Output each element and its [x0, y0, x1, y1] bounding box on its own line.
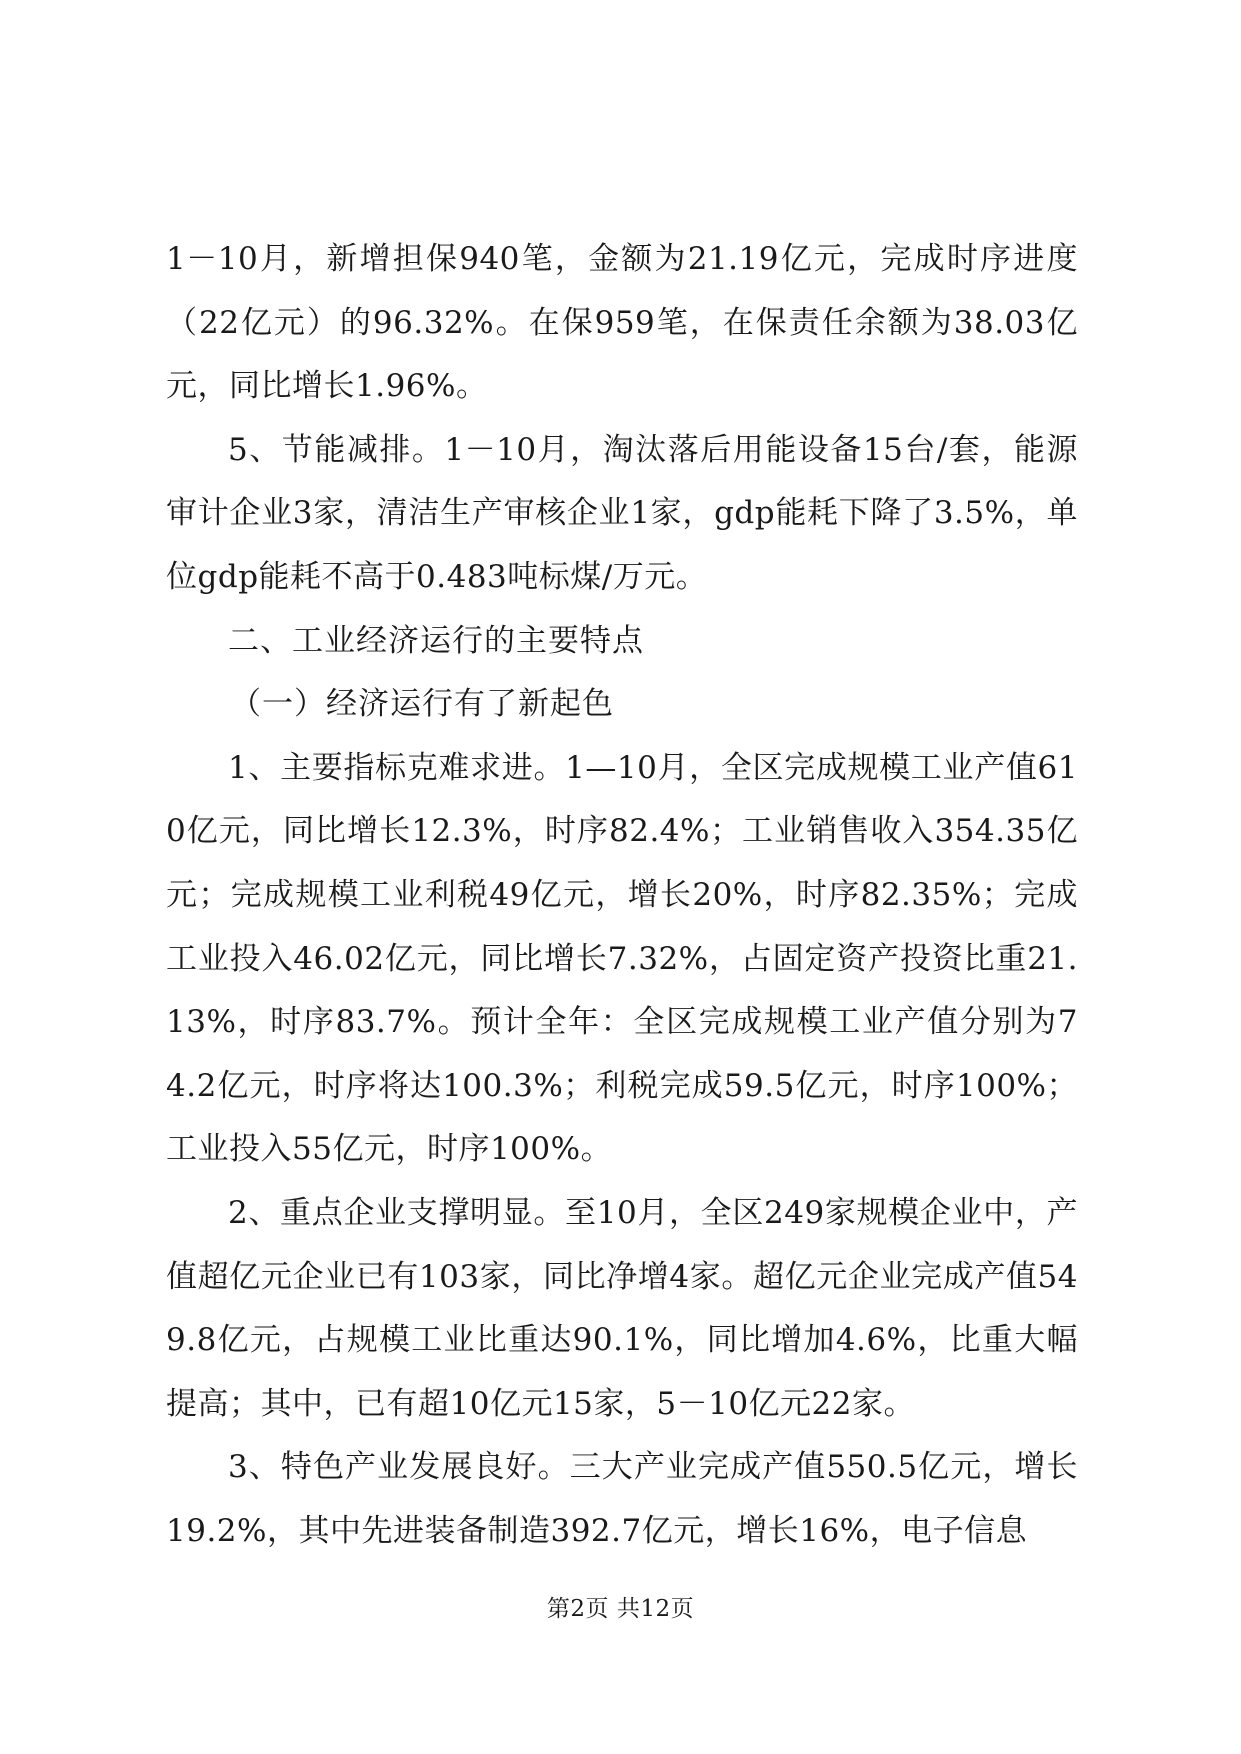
section-heading-main-features: 二、工业经济运行的主要特点	[228, 622, 644, 659]
page-number-footer: 第2页 共12页	[546, 1596, 695, 1622]
paragraph-main-indicators: 1、主要指标克难求进。1—10月，全区完成规模工业产值610亿元，同比增长12.3%，时序82.4%；工业销售收入354.35亿元；完成规模工业利税49亿元，增长20%，时序82.35%；完成工业投入46.02亿元，同比增长7.32%，占固定资产投资比重21.13%，时序83.7%。预计全年：全区完成规模工业产值分别为74.2亿元，时序将达100.3%；利税完成59.5亿元，时序100%；工业投入55亿元，时序100%。	[166, 749, 1078, 1168]
paragraph-key-enterprises: 2、重点企业支撑明显。至10月，全区249家规模企业中，产值超亿元企业已有103家，同比净增4家。超亿元企业完成产值549.8亿元，占规模工业比重达90.1%，同比增加4.6%，比重大幅提高；其中，已有超10亿元15家，5－10亿元22家。	[166, 1194, 1078, 1422]
subsection-heading-new-improvement: （一）经济运行有了新起色	[230, 686, 614, 723]
paragraph-energy-saving: 5、节能减排。1－10月，淘汰落后用能设备15台/套，能源审计企业3家，清洁生产审核企业1家，gdp能耗下降了3.5%，单位gdp能耗不高于0.483吨标煤/万元。	[166, 431, 1078, 595]
document-body	[166, 228, 1078, 1563]
paragraph-featured-industries: 3、特色产业发展良好。三大产业完成产值550.5亿元，增长19.2%，其中先进装备制造392.7亿元，增长16%，电子信息	[166, 1449, 1078, 1549]
paragraph-guarantee-summary: 1－10月，新增担保940笔，金额为21.19亿元，完成时序进度（22亿元）的96.32%。在保959笔，在保责任余额为38.03亿元，同比增长1.96%。	[166, 241, 1078, 405]
